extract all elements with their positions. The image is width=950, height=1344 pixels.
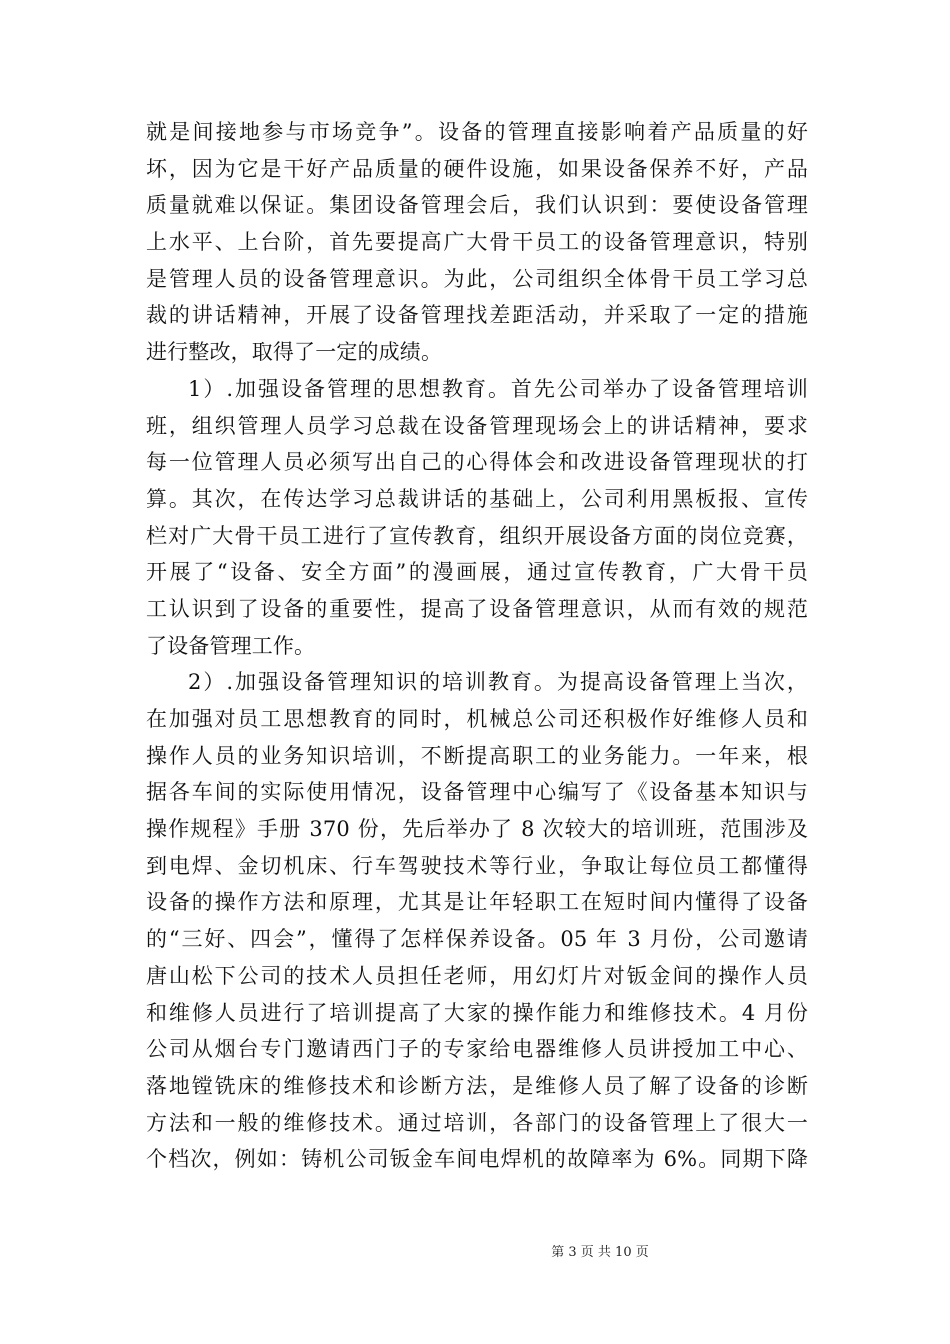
text-line: 落地镗铣床的维修技术和诊断方法，是维修人员了解了设备的诊断 [146,1073,808,1098]
text-line: 到电焊、金切机床、行车驾驶技术等行业，争取让每位员工都懂得 [146,853,808,878]
text-line: 在加强对员工思想教育的同时，机械总公司还积极作好维修人员和 [146,707,808,731]
text-line: 个档次，例如：铸机公司钣金车间电焊机的故障率为 6%。同期下降 [146,1147,808,1172]
page-footer [0,1244,950,1262]
text-line: 的“三好、四会”，懂得了怎样保养设备。05 年 3 月份，公司邀请 [146,927,808,952]
text-line: 开展了“设备、安全方面”的漫画展，通过宣传教育，广大骨干员 [146,560,808,585]
text-line: 裁的讲话精神，开展了设备管理找差距活动，并采取了一定的措施 [146,303,808,328]
text-line: 唐山松下公司的技术人员担任老师，用幻灯片对钣金间的操作人员 [146,963,808,988]
text-line: 了设备管理工作。 [146,633,316,658]
text-line: 是管理人员的设备管理意识。为此，公司组织全体骨干员工学习总 [146,266,808,291]
text-line: 上水平、上台阶，首先要提高广大骨干员工的设备管理意识，特别 [146,230,808,255]
text-line: 操作人员的业务知识培训，不断提高职工的业务能力。一年来，根 [146,743,808,768]
text-line: 每一位管理人员必须写出自己的心得体会和改进设备管理现状的打 [146,450,808,475]
document-body [146,114,808,1178]
text-line: 工认识到了设备的重要性，提高了设备管理意识，从而有效的规范 [146,596,808,621]
text-line: 据各车间的实际使用情况，设备管理中心编写了《设备基本知识与 [146,780,808,805]
paragraph-first-line: 2）.加强设备管理知识的培训教育。为提高设备管理上当次， [188,670,808,695]
text-line: 设备的操作方法和原理，尤其是让年轻职工在短时间内懂得了设备 [146,890,808,915]
page-number: 第 3 页 共 10 页 [551,1245,649,1260]
paragraph-first-line: 1）.加强设备管理的思想教育。首先公司举办了设备管理培训 [188,376,808,401]
text-line: 栏对广大骨干员工进行了宣传教育，组织开展设备方面的岗位竞赛， [146,523,808,548]
text-line: 和维修人员进行了培训提高了大家的操作能力和维修技术。4 月份 [146,1000,808,1025]
text-line: 方法和一般的维修技术。通过培训，各部门的设备管理上了很大一 [146,1110,808,1135]
text-line: 操作规程》手册 370 份，先后举办了 8 次较大的培训班，范围涉及 [146,817,808,842]
text-line: 进行整改，取得了一定的成绩。 [146,340,443,365]
text-line: 班，组织管理人员学习总裁在设备管理现场会上的讲话精神，要求 [146,413,808,438]
text-line: 质量就难以保证。集团设备管理会后，我们认识到：要使设备管理 [146,193,808,218]
text-line: 算。其次，在传达学习总裁讲话的基础上，公司利用黑板报、宣传 [146,486,808,511]
text-line: 公司从烟台专门邀请西门子的专家给电器维修人员讲授加工中心、 [146,1037,808,1062]
text-line: 就是间接地参与市场竞争”。设备的管理直接影响着产品质量的好 [146,120,808,144]
text-line: 坏，因为它是干好产品质量的硬件设施，如果设备保养不好，产品 [146,156,808,181]
